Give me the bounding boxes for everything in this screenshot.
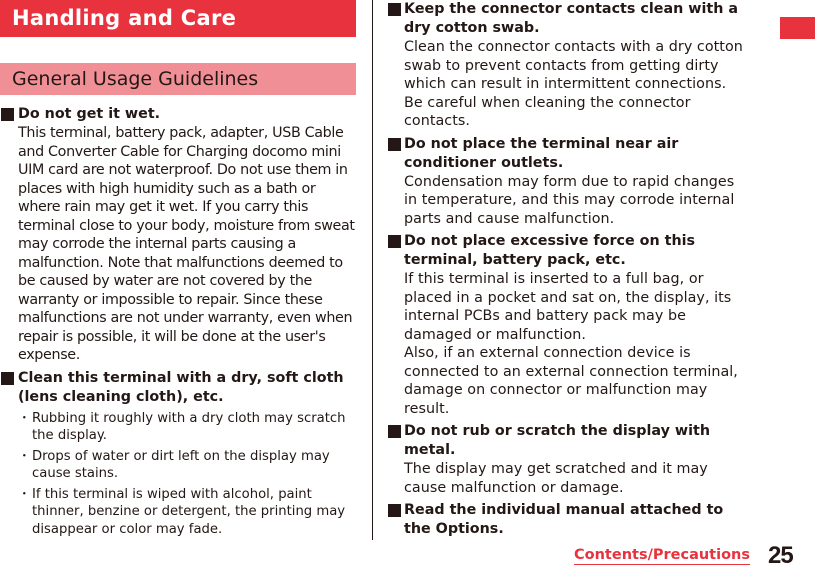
guideline-water [0,105,358,365]
guideline-cleaning [0,369,358,539]
list-item [18,486,358,539]
list-item-text: Rubbing it roughly with a dry cloth may scratch the display. [32,410,346,443]
dot-bullet-icon: ･ [21,448,28,464]
page-title: Handling and Care [0,0,356,37]
guideline-body: This terminal, battery pack, adapter, USB Cable and Converter Cable for Charging docomo mini UIM card are not waterproof. Do not use them in places with high humidity such as a bath or where rain may get it wet. If you carry this terminal close to your body, moisture from sweat may corrode the internal parts causing a malfunction. Note that malfunctions deemed to be caused by water are not covered by the warranty or impossible to repair. Since these malfunctions are not under warranty, even when repair is possible, it will be done at the user's expense. [18,125,355,363]
square-bullet-icon [1,372,14,385]
list-item [18,448,358,483]
square-bullet-icon [1,108,14,121]
guideline-metal [388,422,750,497]
page-number: 25 [768,542,793,569]
guideline-connector [388,0,750,131]
square-bullet-icon [388,3,401,16]
guideline-air-conditioner [388,135,750,229]
square-bullet-icon [388,138,401,151]
left-column [0,105,358,538]
square-bullet-icon [388,504,401,517]
square-bullet-icon [388,235,401,248]
guideline-heading: Clean this terminal with a dry, soft cloth (lens cleaning cloth), etc. [18,369,344,405]
guideline-options [388,501,750,539]
guideline-body: Be careful when cleaning the connector contacts. [404,94,691,129]
guideline-body: The display may get scratched and it may cause malfunction or damage. [404,461,708,496]
contents-precautions-link[interactable]: Contents/Precautions [574,547,751,563]
guideline-body: Clean the connector contacts with a dry cotton swab to prevent contacts from getting dirty which can result in intermittent connections. [404,39,743,92]
right-column [388,0,750,539]
guideline-body: If this terminal is inserted to a full bag, or placed in a pocket and sat on, the display, its internal PCBs and battery pack may be damaged or malfunction. [404,271,732,343]
guideline-heading: Do not place the terminal near air conditioner outlets. [404,135,679,171]
guideline-heading: Keep the connector contacts clean with a dry cotton swab. [404,1,739,36]
guideline-heading: Do not place excessive force on this terminal, battery pack, etc. [404,233,696,268]
dot-bullet-icon: ･ [21,486,28,502]
dot-bullet-icon: ･ [21,410,28,426]
guideline-body: Also, if an external connection device is connected to an external connection terminal, damage on connector or malfunction may result. [404,345,738,417]
list-item [18,410,358,445]
chapter-tab [780,17,815,39]
guideline-heading: Do not rub or scratch the display with metal. [404,423,711,458]
guideline-heading: Do not get it wet. [18,106,161,122]
square-bullet-icon [388,425,401,438]
column-divider [372,0,373,540]
guideline-heading: Read the individual manual attached to the Options. [404,502,724,537]
list-item-text: If this terminal is wiped with alcohol, paint thinner, benzine or detergent, the printing may disappear or color may fade. [32,486,346,537]
section-subtitle: General Usage Guidelines [0,63,356,95]
guideline-force [388,232,750,418]
list-item-text: Drops of water or dirt left on the display may cause stains. [32,448,330,481]
guideline-body: Condensation may form due to rapid changes in temperature, and this may corrode internal parts and cause malfunction. [404,173,735,227]
